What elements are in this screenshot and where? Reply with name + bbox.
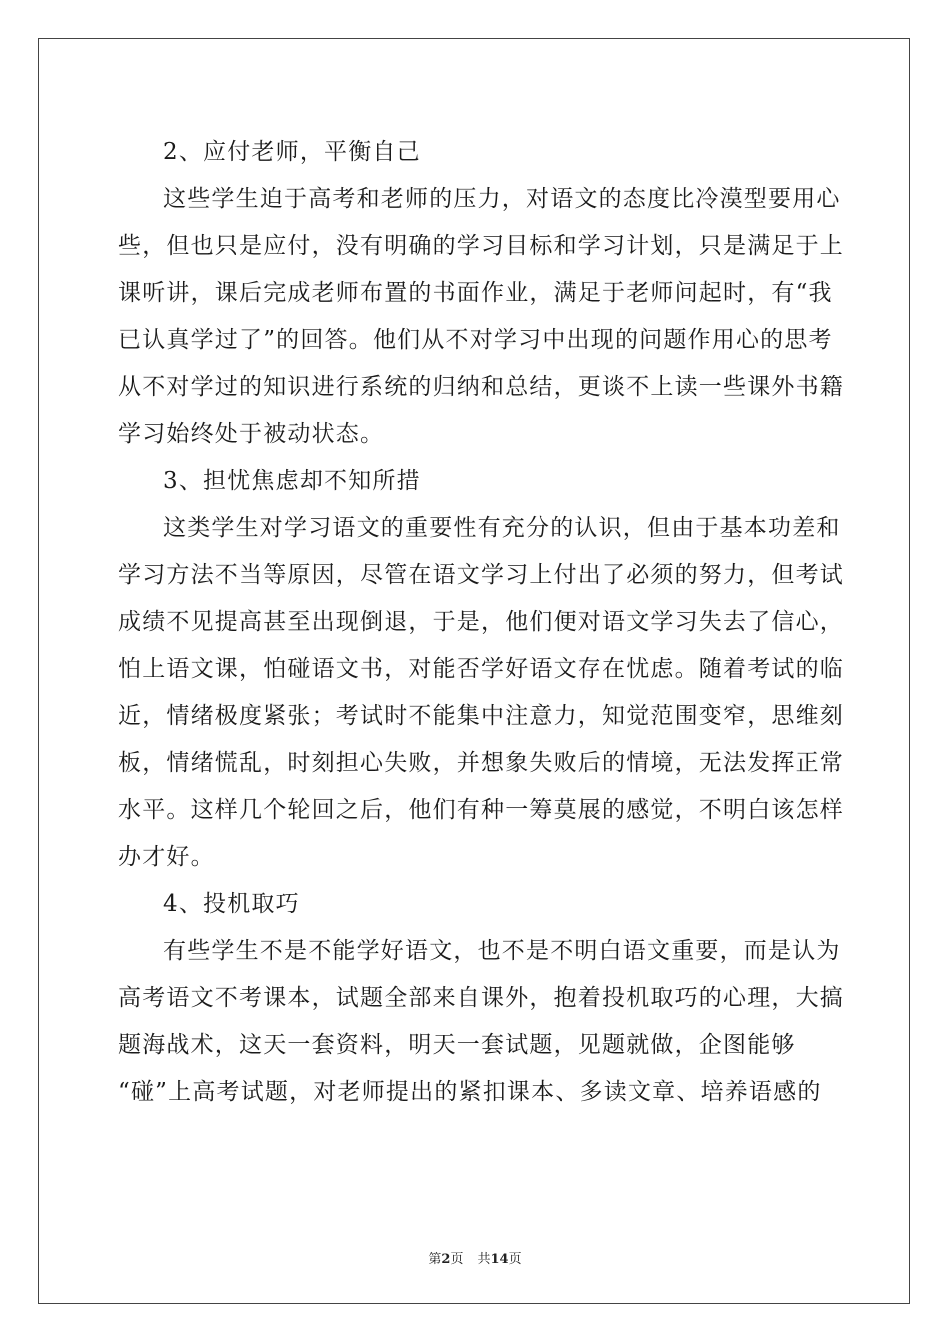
paragraph-line: 高考语文不考课本，试题全部来自课外，抱着投机取巧的心理，大搞: [118, 985, 844, 1011]
paragraph-line: 些，但也只是应付，没有明确的学习目标和学习计划，只是满足于上: [118, 233, 844, 259]
paragraph-line: 这些学生迫于高考和老师的压力，对语文的态度比冷漠型要用心: [163, 186, 841, 212]
paragraph-line: 题海战术，这天一套资料，明天一套试题，见题就做，企图能够: [118, 1032, 796, 1058]
paragraph-line: 学习方法不当等原因，尽管在语文学习上付出了必须的努力，但考试: [118, 562, 844, 588]
page-prefix: 第: [428, 1252, 442, 1267]
paragraph-line: “碰”上高考试题，对老师提出的紧扣课本、多读文章、培养语感的: [118, 1079, 822, 1105]
paragraph-line: 怕上语文课，怕碰语文书，对能否学好语文存在忧虑。随着考试的临: [118, 656, 844, 682]
paragraph-line: 有些学生不是不能学好语文，也不是不明白语文重要，而是认为: [163, 938, 841, 964]
total-prefix: 共: [477, 1252, 491, 1267]
heading-4: 4、投机取巧: [163, 891, 300, 917]
paragraph-line: 学习始终处于被动状态。: [118, 421, 385, 447]
paragraph-line: 从不对学过的知识进行系统的归纳和总结，更谈不上读一些课外书籍: [118, 374, 844, 400]
page-footer: [0, 1248, 950, 1267]
total-pages: 14: [490, 1252, 509, 1267]
paragraph-line: 这类学生对学习语文的重要性有充分的认识，但由于基本功差和: [163, 515, 841, 541]
heading-2: 2、应付老师，平衡自己: [163, 139, 421, 165]
paragraph-line: 已认真学过了”的回答。他们从不对学习中出现的问题作用心的思考: [118, 327, 833, 353]
heading-3: 3、担忧焦虑却不知所措: [163, 468, 421, 494]
paragraph-line: 办才好。: [118, 844, 215, 870]
paragraph-line: 课听讲，课后完成老师布置的书面作业，满足于老师问起时，有“我: [118, 280, 833, 306]
paragraph-line: 成绩不见提高甚至出现倒退，于是，他们便对语文学习失去了信心，: [118, 609, 844, 635]
paragraph-line: 近，情绪极度紧张；考试时不能集中注意力，知觉范围变窄，思维刻: [118, 703, 844, 729]
paragraph-line: 板，情绪慌乱，时刻担心失败，并想象失败后的情境，无法发挥正常: [118, 750, 844, 776]
total-suffix: 页: [508, 1252, 522, 1267]
page-suffix: 页: [450, 1252, 464, 1267]
paragraph-line: 水平。这样几个轮回之后，他们有种一筹莫展的感觉，不明白该怎样: [118, 797, 844, 823]
page-number: 2: [441, 1252, 451, 1267]
